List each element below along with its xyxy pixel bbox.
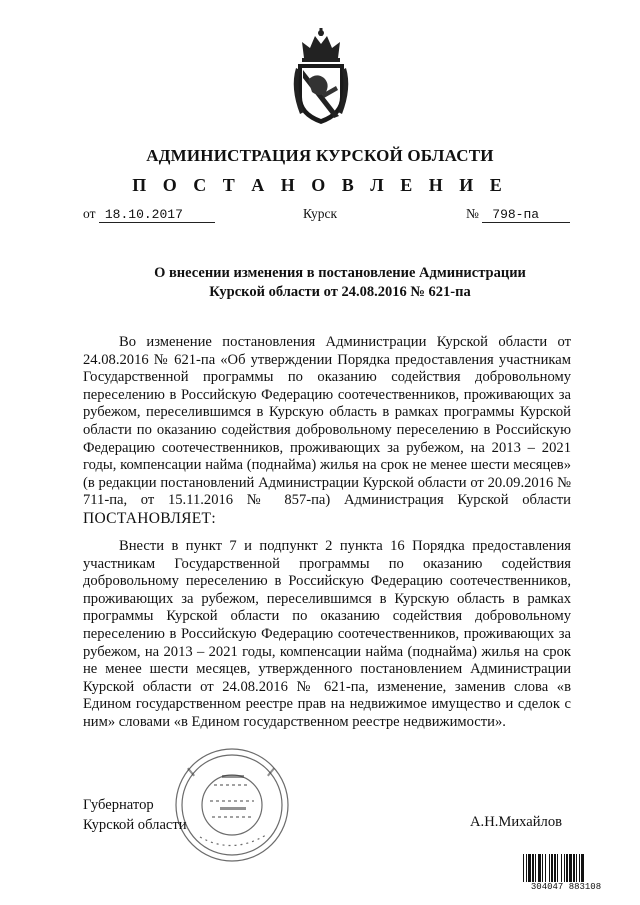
barcode-bar: [551, 854, 553, 882]
number-prefix: №: [466, 206, 479, 221]
barcode-bar: [564, 854, 565, 882]
barcode-bar: [569, 854, 572, 882]
document-number: [466, 206, 570, 223]
signature-title-line-2: Курской области: [83, 817, 187, 833]
barcode-bar: [532, 854, 534, 882]
barcode-bar: [523, 854, 524, 882]
subject-line-1: О внесении изменения в постановление Администрации: [154, 265, 526, 281]
barcode-bar: [549, 854, 550, 882]
date-prefix: от: [83, 206, 96, 221]
subject-line-2: Курской области от 24.08.2016 № 621-па: [209, 284, 471, 300]
body-paragraph-2: [83, 538, 571, 732]
barcode-number: 304047 883108: [522, 882, 610, 893]
barcode-bar: [573, 854, 575, 882]
paragraph-2-text: Внести в пункт 7 и подпункт 2 пункта 16 Порядка предоставления участникам Государственной программы по оказанию содействия добровольному переселению в Российскую Федерацию соотечественников, проживающих за рубежом, переселившимся в Курскую область в рамках программы Курской области по оказанию содействия добровольному переселению в Российскую Федерацию соотечественников, проживающих за рубежом, на 2013 – 2021 годы, компенсации найма (поднайма) жилья на срок не менее шести месяцев, утвержденного постановлением Администрации Курской области от 24.08.2016 № 621-па, изменение, заменив слова «в Едином государственном реестре прав на недвижимое имущество и сделок с ним» словами «в Едином государственном реестре недвижимости».: [83, 538, 571, 730]
document-subject: [120, 264, 560, 302]
barcode-bar: [554, 854, 556, 882]
barcode-bar: [581, 854, 584, 882]
signature-title-line-1: Губернатор: [83, 797, 154, 813]
barcode-bar: [557, 854, 558, 882]
barcode-bar: [538, 854, 541, 882]
barcode-bar: [545, 854, 546, 882]
barcode-bar: [542, 854, 543, 882]
document-city: Курск: [303, 206, 338, 221]
document-date: [83, 206, 215, 223]
barcode-bar: [535, 854, 536, 882]
date-value: 18.10.2017: [99, 207, 215, 223]
barcode-bar: [566, 854, 568, 882]
body-paragraph-1: [83, 334, 571, 529]
signature-title: [83, 795, 187, 835]
barcode-bar: [576, 854, 577, 882]
barcode-bar: [528, 854, 531, 882]
barcode-bar: [561, 854, 562, 882]
resolve-word: ПОСТАНОВЛЯЕТ:: [83, 509, 216, 527]
barcode-bar: [579, 854, 580, 882]
official-seal-stamp: [170, 745, 294, 865]
coat-of-arms-emblem: [286, 28, 356, 126]
document-type-heading: П О С Т А Н О В Л Е Н И Е: [132, 175, 508, 195]
paragraph-1-text: Во изменение постановления Администрации Курской области от 24.08.2016 № 621-па «Об утверждении Порядка предоставления участникам Государственной программы по оказанию содействия добровольному переселению в Российскую Федерацию соотечественников, проживающих за рубежом, переселившимся в Курскую область в рамках программы Курской области по оказанию содействия добровольному переселению в Российскую Федерацию соотечественников, проживающих за рубежом, на 2013 – 2021 годы, компенсации найма (поднайма) жилья на срок не менее шести месяцев» (в редакции постановлений Администрации Курской области от 20.09.2016 № 711-па, от 15.11.2016 № 857-па) Администрация Курской области: [83, 334, 571, 509]
barcode-bar: [526, 854, 527, 882]
signatory-name: А.Н.Михайлов: [470, 814, 563, 830]
organization-title: АДМИНИСТРАЦИЯ КУРСКОЙ ОБЛАСТИ: [146, 146, 494, 165]
number-value: 798-па: [482, 207, 570, 223]
